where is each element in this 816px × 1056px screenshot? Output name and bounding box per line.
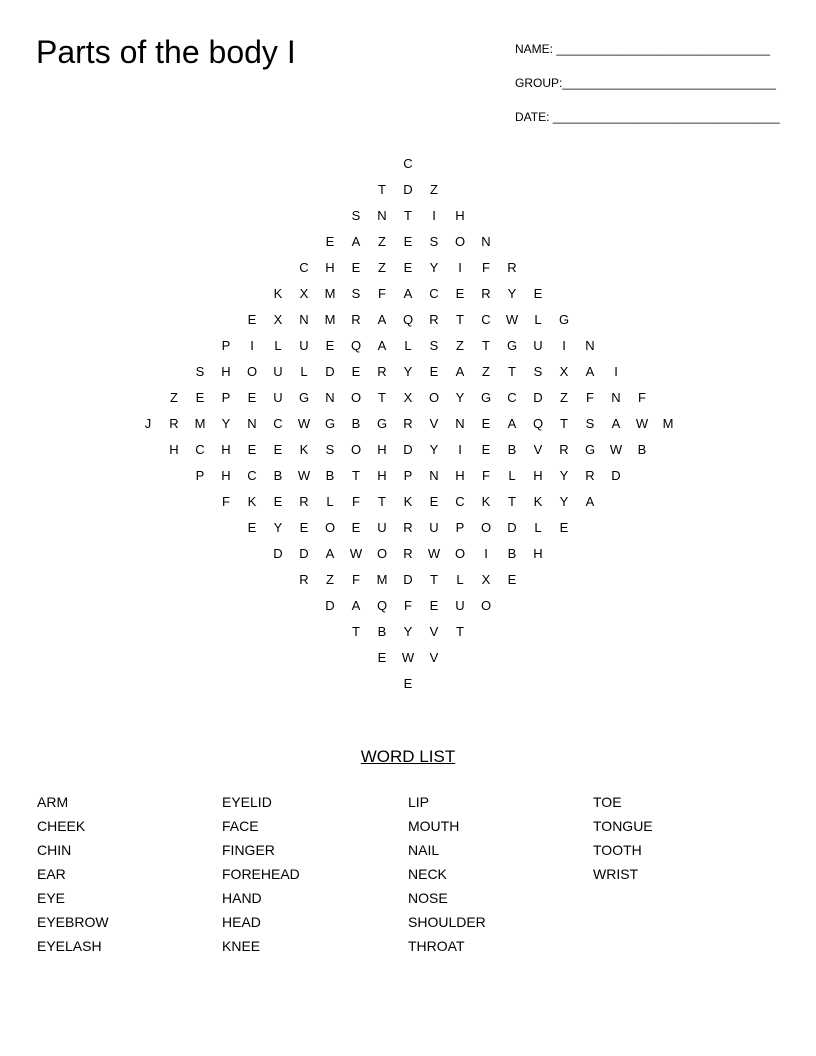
grid-letter: X xyxy=(481,572,491,587)
grid-letter: Z xyxy=(482,364,490,379)
grid-letter: U xyxy=(273,390,283,405)
word-list-item: FINGER xyxy=(222,842,275,858)
grid-letter: R xyxy=(559,442,569,457)
grid-letter: D xyxy=(403,442,413,457)
grid-letter: R xyxy=(351,312,361,327)
grid-letter: F xyxy=(352,494,360,509)
grid-letter: P xyxy=(403,468,413,483)
date-field: DATE: __________________________________ xyxy=(515,110,780,124)
grid-letter: O xyxy=(246,364,258,379)
grid-letter: N xyxy=(481,234,491,249)
grid-letter: V xyxy=(429,416,439,431)
grid-letter: O xyxy=(480,520,492,535)
grid-letter: D xyxy=(325,364,335,379)
grid-letter: E xyxy=(377,650,387,665)
grid-letter: D xyxy=(403,572,413,587)
grid-letter: E xyxy=(507,572,517,587)
grid-letter: A xyxy=(585,494,595,509)
grid-letter: G xyxy=(558,312,570,327)
word-list-item: NAIL xyxy=(408,842,440,858)
grid-letter: A xyxy=(325,546,335,561)
word-list-item: TOE xyxy=(593,794,622,810)
grid-letter: T xyxy=(482,338,490,353)
grid-letter: K xyxy=(481,494,491,509)
grid-letter: R xyxy=(169,416,179,431)
grid-letter: L xyxy=(274,338,282,353)
grid-letter: Y xyxy=(559,468,569,483)
grid-letter: T xyxy=(456,624,464,639)
grid-letter: Z xyxy=(430,182,438,197)
grid-letter: H xyxy=(455,468,465,483)
grid-letter: I xyxy=(458,260,462,275)
grid-letter: E xyxy=(299,520,309,535)
grid-letter: M xyxy=(376,572,388,587)
grid-letter: L xyxy=(326,494,334,509)
grid-letter: M xyxy=(324,286,336,301)
grid-letter: O xyxy=(350,442,362,457)
grid-letter: O xyxy=(480,598,492,613)
grid-letter: P xyxy=(455,520,465,535)
grid-letter: N xyxy=(455,416,465,431)
grid-letter: H xyxy=(169,442,179,457)
grid-letter: E xyxy=(455,286,465,301)
grid-letter: H xyxy=(455,208,465,223)
grid-letter: B xyxy=(273,468,283,483)
grid-letter: W xyxy=(635,416,649,431)
grid-letter: V xyxy=(533,442,543,457)
grid-letter: C xyxy=(429,286,439,301)
grid-letter: I xyxy=(432,208,436,223)
grid-letter: W xyxy=(297,416,311,431)
grid-letter: L xyxy=(534,520,542,535)
grid-letter: Q xyxy=(376,598,388,613)
grid-letter: H xyxy=(221,442,231,457)
grid-letter: X xyxy=(559,364,569,379)
grid-letter: F xyxy=(638,390,646,405)
grid-letter: V xyxy=(429,624,439,639)
grid-letter: C xyxy=(403,156,413,171)
grid-letter: E xyxy=(403,676,413,691)
grid-letter: W xyxy=(427,546,441,561)
grid-letter: Z xyxy=(170,390,178,405)
word-list-item: CHEEK xyxy=(37,818,86,834)
grid-letter: M xyxy=(324,312,336,327)
grid-letter: E xyxy=(403,260,413,275)
grid-letter: G xyxy=(298,390,310,405)
grid-letter: D xyxy=(507,520,517,535)
grid-letter: F xyxy=(404,598,412,613)
word-list-column-2 xyxy=(222,793,300,961)
page-title: Parts of the body I xyxy=(36,34,296,70)
grid-letter: G xyxy=(506,338,518,353)
grid-letter: Y xyxy=(273,520,283,535)
grid-letter: R xyxy=(403,520,413,535)
grid-letter: Y xyxy=(507,286,517,301)
word-list-item: FACE xyxy=(222,818,259,834)
grid-letter: A xyxy=(455,364,465,379)
word-list-item: NECK xyxy=(408,866,447,882)
grid-letter: G xyxy=(324,416,336,431)
word-list-item: KNEE xyxy=(222,938,261,954)
grid-letter: A xyxy=(403,286,413,301)
grid-letter: C xyxy=(455,494,465,509)
grid-letter: U xyxy=(455,598,465,613)
word-list-item: WRIST xyxy=(593,866,639,882)
grid-letter: D xyxy=(403,182,413,197)
grid-letter: H xyxy=(533,468,543,483)
grid-letter: B xyxy=(507,442,517,457)
grid-letter: E xyxy=(351,520,361,535)
word-list-item: SHOULDER xyxy=(408,914,486,930)
grid-letter: R xyxy=(299,572,309,587)
grid-letter: D xyxy=(611,468,621,483)
grid-letter: I xyxy=(614,364,618,379)
word-list-item: EYELASH xyxy=(37,938,102,954)
grid-letter: Y xyxy=(455,390,465,405)
grid-letter: W xyxy=(609,442,623,457)
grid-letter: T xyxy=(508,364,516,379)
word-list-item: HEAD xyxy=(222,914,261,930)
grid-letter: E xyxy=(247,442,257,457)
grid-letter: L xyxy=(300,364,308,379)
grid-letter: T xyxy=(378,494,386,509)
grid-letter: N xyxy=(247,416,257,431)
grid-letter: S xyxy=(585,416,595,431)
grid-letter: S xyxy=(195,364,205,379)
grid-letter: X xyxy=(299,286,309,301)
grid-letter: A xyxy=(351,598,361,613)
grid-letter: E xyxy=(195,390,205,405)
grid-letter: B xyxy=(507,546,517,561)
grid-letter: E xyxy=(403,234,413,249)
word-list-item: ARM xyxy=(37,794,69,810)
grid-letter: R xyxy=(585,468,595,483)
grid-letter: E xyxy=(247,390,257,405)
grid-letter: F xyxy=(482,260,490,275)
grid-letter: H xyxy=(533,546,543,561)
grid-letter: O xyxy=(428,390,440,405)
grid-letter: Q xyxy=(402,312,414,327)
grid-letter: P xyxy=(221,390,231,405)
grid-letter: B xyxy=(637,442,647,457)
grid-letter: F xyxy=(482,468,490,483)
grid-letter: D xyxy=(273,546,283,561)
word-list-item: MOUTH xyxy=(408,818,460,834)
grid-letter: Y xyxy=(403,624,413,639)
word-list-item: CHIN xyxy=(37,842,72,858)
grid-letter: C xyxy=(273,416,283,431)
grid-letter: W xyxy=(297,468,311,483)
grid-letter: T xyxy=(378,182,386,197)
grid-letter: X xyxy=(273,312,283,327)
grid-letter: L xyxy=(534,312,542,327)
grid-letter: R xyxy=(299,494,309,509)
grid-letter: T xyxy=(560,416,568,431)
word-list-heading: WORD LIST xyxy=(360,747,456,766)
group-field: GROUP:________________________________ xyxy=(515,76,776,90)
grid-letter: H xyxy=(377,442,387,457)
grid-letter: K xyxy=(533,494,543,509)
grid-letter: W xyxy=(349,546,363,561)
grid-letter: T xyxy=(378,390,386,405)
grid-letter: T xyxy=(352,468,360,483)
grid-letter: U xyxy=(377,520,387,535)
grid-letter: Y xyxy=(221,416,231,431)
grid-letter: Y xyxy=(429,260,439,275)
word-list-item: LIP xyxy=(408,794,430,810)
grid-letter: Z xyxy=(378,260,386,275)
word-list-column-4 xyxy=(593,793,653,889)
grid-letter: S xyxy=(429,338,439,353)
word-list-item: EAR xyxy=(37,866,66,882)
grid-letter: N xyxy=(585,338,595,353)
grid-letter: O xyxy=(376,546,388,561)
grid-letter: U xyxy=(299,338,309,353)
grid-letter: L xyxy=(456,572,464,587)
grid-letter: R xyxy=(403,416,413,431)
grid-letter: A xyxy=(507,416,517,431)
grid-letter: N xyxy=(611,390,621,405)
grid-letter: P xyxy=(221,338,231,353)
grid-letter: I xyxy=(458,442,462,457)
grid-letter: R xyxy=(377,364,387,379)
grid-letter: T xyxy=(456,312,464,327)
grid-letter: F xyxy=(586,390,594,405)
grid-letter: L xyxy=(404,338,412,353)
grid-letter: M xyxy=(194,416,206,431)
grid-letter: M xyxy=(662,416,674,431)
word-list-column-3 xyxy=(408,793,486,961)
grid-letter: H xyxy=(377,468,387,483)
grid-letter: S xyxy=(533,364,543,379)
grid-letter: O xyxy=(454,234,466,249)
grid-letter: Z xyxy=(560,390,568,405)
grid-letter: Q xyxy=(350,338,362,353)
grid-letter: U xyxy=(429,520,439,535)
grid-letter: T xyxy=(352,624,360,639)
word-list-item: TONGUE xyxy=(593,818,653,834)
grid-letter: A xyxy=(585,364,595,379)
grid-letter: Y xyxy=(429,442,439,457)
grid-letter: E xyxy=(247,520,257,535)
grid-letter: D xyxy=(299,546,309,561)
grid-letter: F xyxy=(352,572,360,587)
grid-letter: O xyxy=(324,520,336,535)
grid-letter: U xyxy=(273,364,283,379)
grid-letter: P xyxy=(195,468,205,483)
grid-letter: R xyxy=(429,312,439,327)
grid-letter: E xyxy=(351,260,361,275)
grid-letter: Z xyxy=(326,572,334,587)
grid-letter: Y xyxy=(403,364,413,379)
grid-letter: G xyxy=(376,416,388,431)
grid-letter: E xyxy=(247,312,257,327)
word-list-item: FOREHEAD xyxy=(222,866,300,882)
grid-letter: Z xyxy=(456,338,464,353)
grid-letter: A xyxy=(611,416,621,431)
grid-letter: E xyxy=(429,598,439,613)
grid-letter: E xyxy=(325,234,335,249)
word-list-item: TOOTH xyxy=(593,842,642,858)
grid-letter: N xyxy=(429,468,439,483)
grid-letter: E xyxy=(533,286,543,301)
grid-letter: C xyxy=(299,260,309,275)
grid-letter: B xyxy=(377,624,387,639)
grid-letter: L xyxy=(508,468,516,483)
grid-letter: K xyxy=(247,494,257,509)
grid-letter: R xyxy=(403,546,413,561)
grid-letter: Z xyxy=(378,234,386,249)
grid-letter: T xyxy=(430,572,438,587)
grid-letter: W xyxy=(401,650,415,665)
grid-letter: H xyxy=(325,260,335,275)
word-list-item: HAND xyxy=(222,890,262,906)
grid-letter: C xyxy=(195,442,205,457)
grid-letter: E xyxy=(429,494,439,509)
grid-letter: B xyxy=(351,416,361,431)
grid-letter: I xyxy=(562,338,566,353)
grid-letter: G xyxy=(584,442,596,457)
grid-letter: F xyxy=(378,286,386,301)
grid-letter: B xyxy=(325,468,335,483)
grid-letter: R xyxy=(507,260,517,275)
grid-letter: E xyxy=(273,442,283,457)
grid-letter: S xyxy=(429,234,439,249)
grid-letter: G xyxy=(480,390,492,405)
grid-letter: J xyxy=(144,416,152,431)
grid-letter: O xyxy=(454,546,466,561)
grid-letter: I xyxy=(484,546,488,561)
grid-letter: C xyxy=(247,468,257,483)
grid-letter: E xyxy=(351,364,361,379)
grid-letter: F xyxy=(222,494,230,509)
grid-letter: S xyxy=(351,286,361,301)
grid-letter: D xyxy=(325,598,335,613)
grid-letter: D xyxy=(533,390,543,405)
grid-letter: K xyxy=(299,442,309,457)
grid-letter: H xyxy=(221,468,231,483)
grid-letter: Y xyxy=(559,494,569,509)
word-list-item: NOSE xyxy=(408,890,448,906)
grid-letter: H xyxy=(221,364,231,379)
word-list-item: THROAT xyxy=(408,938,465,954)
grid-letter: K xyxy=(273,286,283,301)
grid-letter: A xyxy=(377,338,387,353)
grid-letter: E xyxy=(481,442,491,457)
word-list-item: EYE xyxy=(37,890,66,906)
word-list-item: EYELID xyxy=(222,794,272,810)
grid-letter: N xyxy=(377,208,387,223)
grid-letter: A xyxy=(351,234,361,249)
grid-letter: X xyxy=(403,390,413,405)
grid-letter: C xyxy=(507,390,517,405)
grid-letter: E xyxy=(481,416,491,431)
grid-letter: S xyxy=(325,442,335,457)
grid-letter: E xyxy=(559,520,569,535)
grid-letter: E xyxy=(273,494,283,509)
grid-letter: A xyxy=(377,312,387,327)
grid-letter: Q xyxy=(532,416,544,431)
grid-letter: K xyxy=(403,494,413,509)
grid-letter: O xyxy=(350,390,362,405)
grid-letter: U xyxy=(533,338,543,353)
grid-letter: S xyxy=(351,208,361,223)
word-list-item: EYEBROW xyxy=(37,914,109,930)
word-list-column-1 xyxy=(37,793,109,961)
grid-letter: E xyxy=(325,338,335,353)
grid-letter: V xyxy=(429,650,439,665)
grid-letter: W xyxy=(505,312,519,327)
grid-letter: R xyxy=(481,286,491,301)
grid-letter: T xyxy=(404,208,412,223)
grid-letter: C xyxy=(481,312,491,327)
grid-letter: T xyxy=(508,494,516,509)
grid-letter: N xyxy=(299,312,309,327)
grid-letter: E xyxy=(429,364,439,379)
grid-letter: N xyxy=(325,390,335,405)
name-field: NAME: ________________________________ xyxy=(515,42,770,56)
grid-letter: I xyxy=(250,338,254,353)
